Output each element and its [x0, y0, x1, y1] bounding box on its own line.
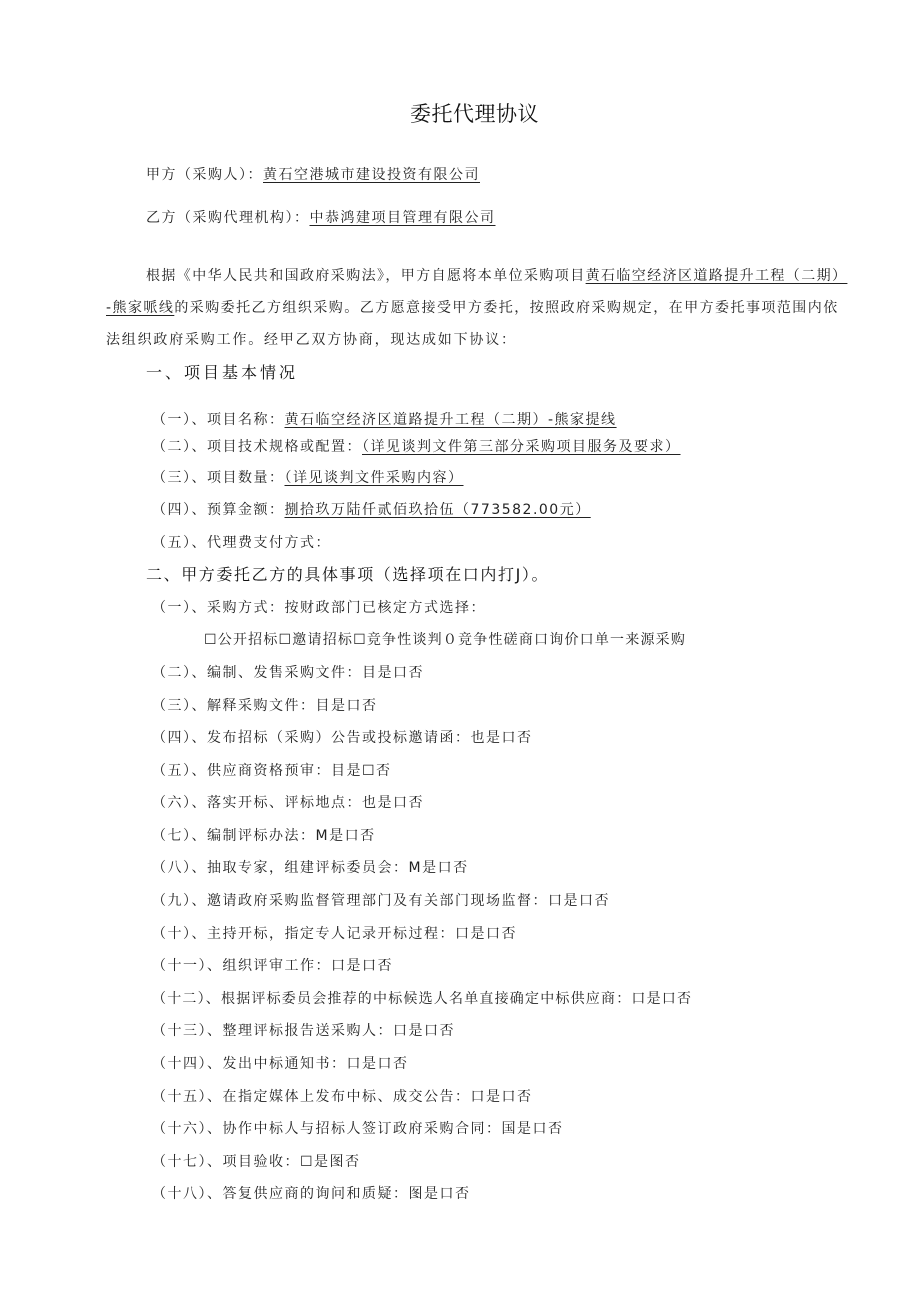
intro-line-3: 法组织政府采购工作。经甲乙双方协商，现达成如下协议： [106, 332, 517, 348]
checklist-item: （二）、编制、发售采购文件：目是口否 [152, 665, 424, 681]
section-1-item [152, 437, 681, 457]
checklist-item: （十四）、发出中标通知书：口是口否 [152, 1056, 409, 1072]
section-1-item [152, 533, 331, 553]
section-1-heading: 一、项目基本情况 [146, 363, 299, 382]
party-b-line [146, 208, 496, 228]
item-label: （二）、项目技术规格或配置： [152, 439, 362, 455]
checklist-item: （十六）、协作中标人与招标人签订政府采购合同：国是口否 [152, 1121, 564, 1137]
checklist-item: （十五）、在指定媒体上发布中标、成交公告：口是口否 [152, 1089, 533, 1105]
section-2-heading: 二、甲方委托乙方的具体事项（选择项在口内打J）。 [146, 565, 550, 584]
party-b-name: 中恭鸿建项目管理有限公司 [309, 210, 496, 226]
document-title: 委托代理协议 [410, 102, 539, 126]
checklist-item: （十八）、答复供应商的询问和质疑：图是口否 [152, 1186, 471, 1202]
procurement-method-label: （一）、采购方式：按财政部门已核定方式选择： [152, 600, 486, 616]
checklist-item: （七）、编制评标办法：M是口否 [152, 828, 376, 844]
checklist-item: （五）、供应商资格预审：目是☐否 [152, 763, 392, 779]
checklist-item: （十）、主持开标，指定专人记录开标过程：口是口否 [152, 926, 517, 942]
item-label: （四）、预算金额： [152, 502, 285, 518]
item-label: （三）、项目数量： [152, 470, 285, 486]
intro-text: 的采购委托乙方组织采购。乙方愿意接受甲方委托，按照政府采购规定，在甲方委托事项范围内依 [174, 300, 839, 316]
checklist-item: （六）、落实开标、评标地点：也是口否 [152, 795, 424, 811]
party-a-name: 黄石空港城市建设投资有限公司 [263, 167, 480, 183]
checklist-item: （三）、解释采购文件：目是口否 [152, 698, 378, 714]
checklist-item: （十二）、根据评标委员会推荐的中标候选人名单直接确定中标供应商：口是口否 [152, 991, 693, 1007]
budget-value: 捌拾玖万陆仟贰佰玖拾伍（773582.00元） [284, 502, 591, 518]
quantity-value: （详见谈判文件采购内容） [284, 470, 464, 486]
party-b-label: 乙方（采购代理机构）： [146, 210, 310, 226]
checklist-item: （十一）、组织评审工作：口是口否 [152, 958, 393, 974]
section-1-item [152, 500, 591, 520]
section-1-item [152, 468, 464, 488]
checklist-item: （八）、抽取专家，组建评标委员会：M是口否 [152, 860, 469, 876]
party-a-label: 甲方（采购人）： [146, 167, 263, 183]
intro-text: 根据《中华人民共和国政府采购法》，甲方自愿将本单位采购项目 [146, 268, 586, 284]
checklist-item: （九）、邀请政府采购监督管理部门及有关部门现场监督：口是口否 [152, 893, 610, 909]
procurement-method-options: ☐公开招标☐邀请招标☐竞争性谈判０竞争性磋商口询价口单一来源采购 [204, 632, 687, 648]
party-a-line [146, 165, 480, 185]
intro-project-name-cont: -熊家哌线 [106, 300, 175, 316]
section-1-item [152, 410, 617, 430]
project-name-value: 黄石临空经济区道路提升工程（二期）-熊家提线 [284, 412, 617, 428]
tech-spec-value: （详见谈判文件第三部分采购项目服务及要求） [362, 439, 681, 455]
item-label: （一）、项目名称： [152, 412, 285, 428]
intro-project-name: 黄石临空经济区道路提升工程（二期） [585, 268, 848, 284]
item-label: （五）、代理费支付方式： [152, 535, 331, 551]
checklist-item: （四）、发布招标（采购）公告或投标邀请函：也是口否 [152, 730, 533, 746]
intro-line-2 [106, 298, 839, 318]
checklist-item: （十七）、项目验收：☐是图否 [152, 1154, 361, 1170]
intro-line-1 [146, 266, 847, 286]
checklist-item: （十三）、整理评标报告送采购人：口是口否 [152, 1023, 455, 1039]
